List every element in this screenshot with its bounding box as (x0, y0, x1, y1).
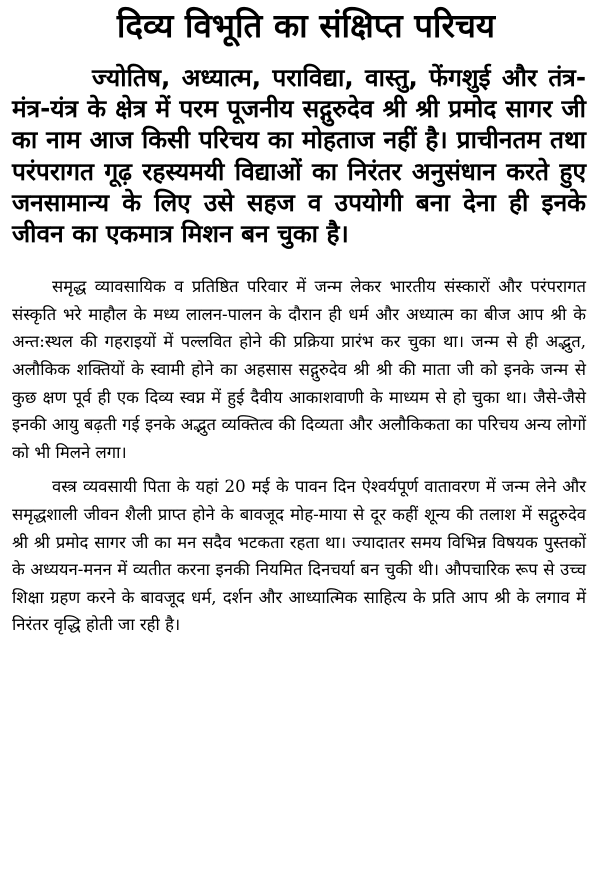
body-paragraph-2: वस्त्र व्यवसायी पिता के यहां 20 मई के पावन दिन ऐश्वर्यपूर्ण वातावरण में जन्म लेने और समृद्धशाली जीवन शैली प्राप्त होने के बावजूद मोह-माया से दूर कहीं शून्य की तलाश में सद्गुरुदेव श्री श्री प्रमोद सागर जी का मन सदैव भटकता रहता था। ज्यादातर समय विभिन्न विषयक पुस्तकों के अध्ययन-मनन में व्यतीत करना इनकी नियमित दिनचर्या बन चुकी थी। औपचारिक रूप से उच्च शिक्षा ग्रहण करने के बावजूद धर्म, दर्शन और आध्यात्मिक साहित्य के प्रति आप श्री के लगाव में निरंतर वृद्धि होती जा रही है। (12, 477, 586, 635)
intro-paragraph: ज्योतिष, अध्यात्म, पराविद्या, वास्तु, फेंगशुई और तंत्र-मंत्र-यंत्र के क्षेत्र में परम पूजनीय सद्गुरुदेव श्री श्री प्रमोद सागर जी का नाम आज किसी परिचय का मोहताज नहीं है। प्राचीनतम तथा परंपरागत गूढ़ रहस्यमयी विद्याओं का निरंतर अनुसंधान करते हुए जनसामान्य के लिए उसे सहज व उपयोगी बना देना ही इनके जीवन का एकमात्र मिशन बन चुका है। (12, 63, 586, 249)
body-paragraph-1: समृद्ध व्यावसायिक व प्रतिष्ठित परिवार में जन्म लेकर भारतीय संस्कारों और परंपरागत संस्कृति भरे माहौल के मध्य लालन-पालन के दौरान ही धर्म और अध्यात्म का बीज आप श्री के अन्त:स्थल की गहराइयों में पल्लवित होने की प्रक्रिया प्रारंभ कर चुका था। जन्म से ही अद्भुत, अलौकिक शक्तियों के स्वामी होने का अहसास सद्गुरुदेव श्री श्री की माता जी को इनके जन्म से कुछ क्षण पूर्व ही एक दिव्य स्वप्न में हुई दैवीय आकाशवाणी के माध्यम से हो चुका था। जैसे-जैसे इनकी आयु बढ़ती गई इनके अद्भुत व्यक्तित्व की दिव्यता और अलौकिकता का परिचय अन्य लोगों को भी मिलने लगा। (12, 277, 586, 462)
document-title: दिव्य विभूति का संक्षिप्त परिचय (116, 6, 496, 45)
